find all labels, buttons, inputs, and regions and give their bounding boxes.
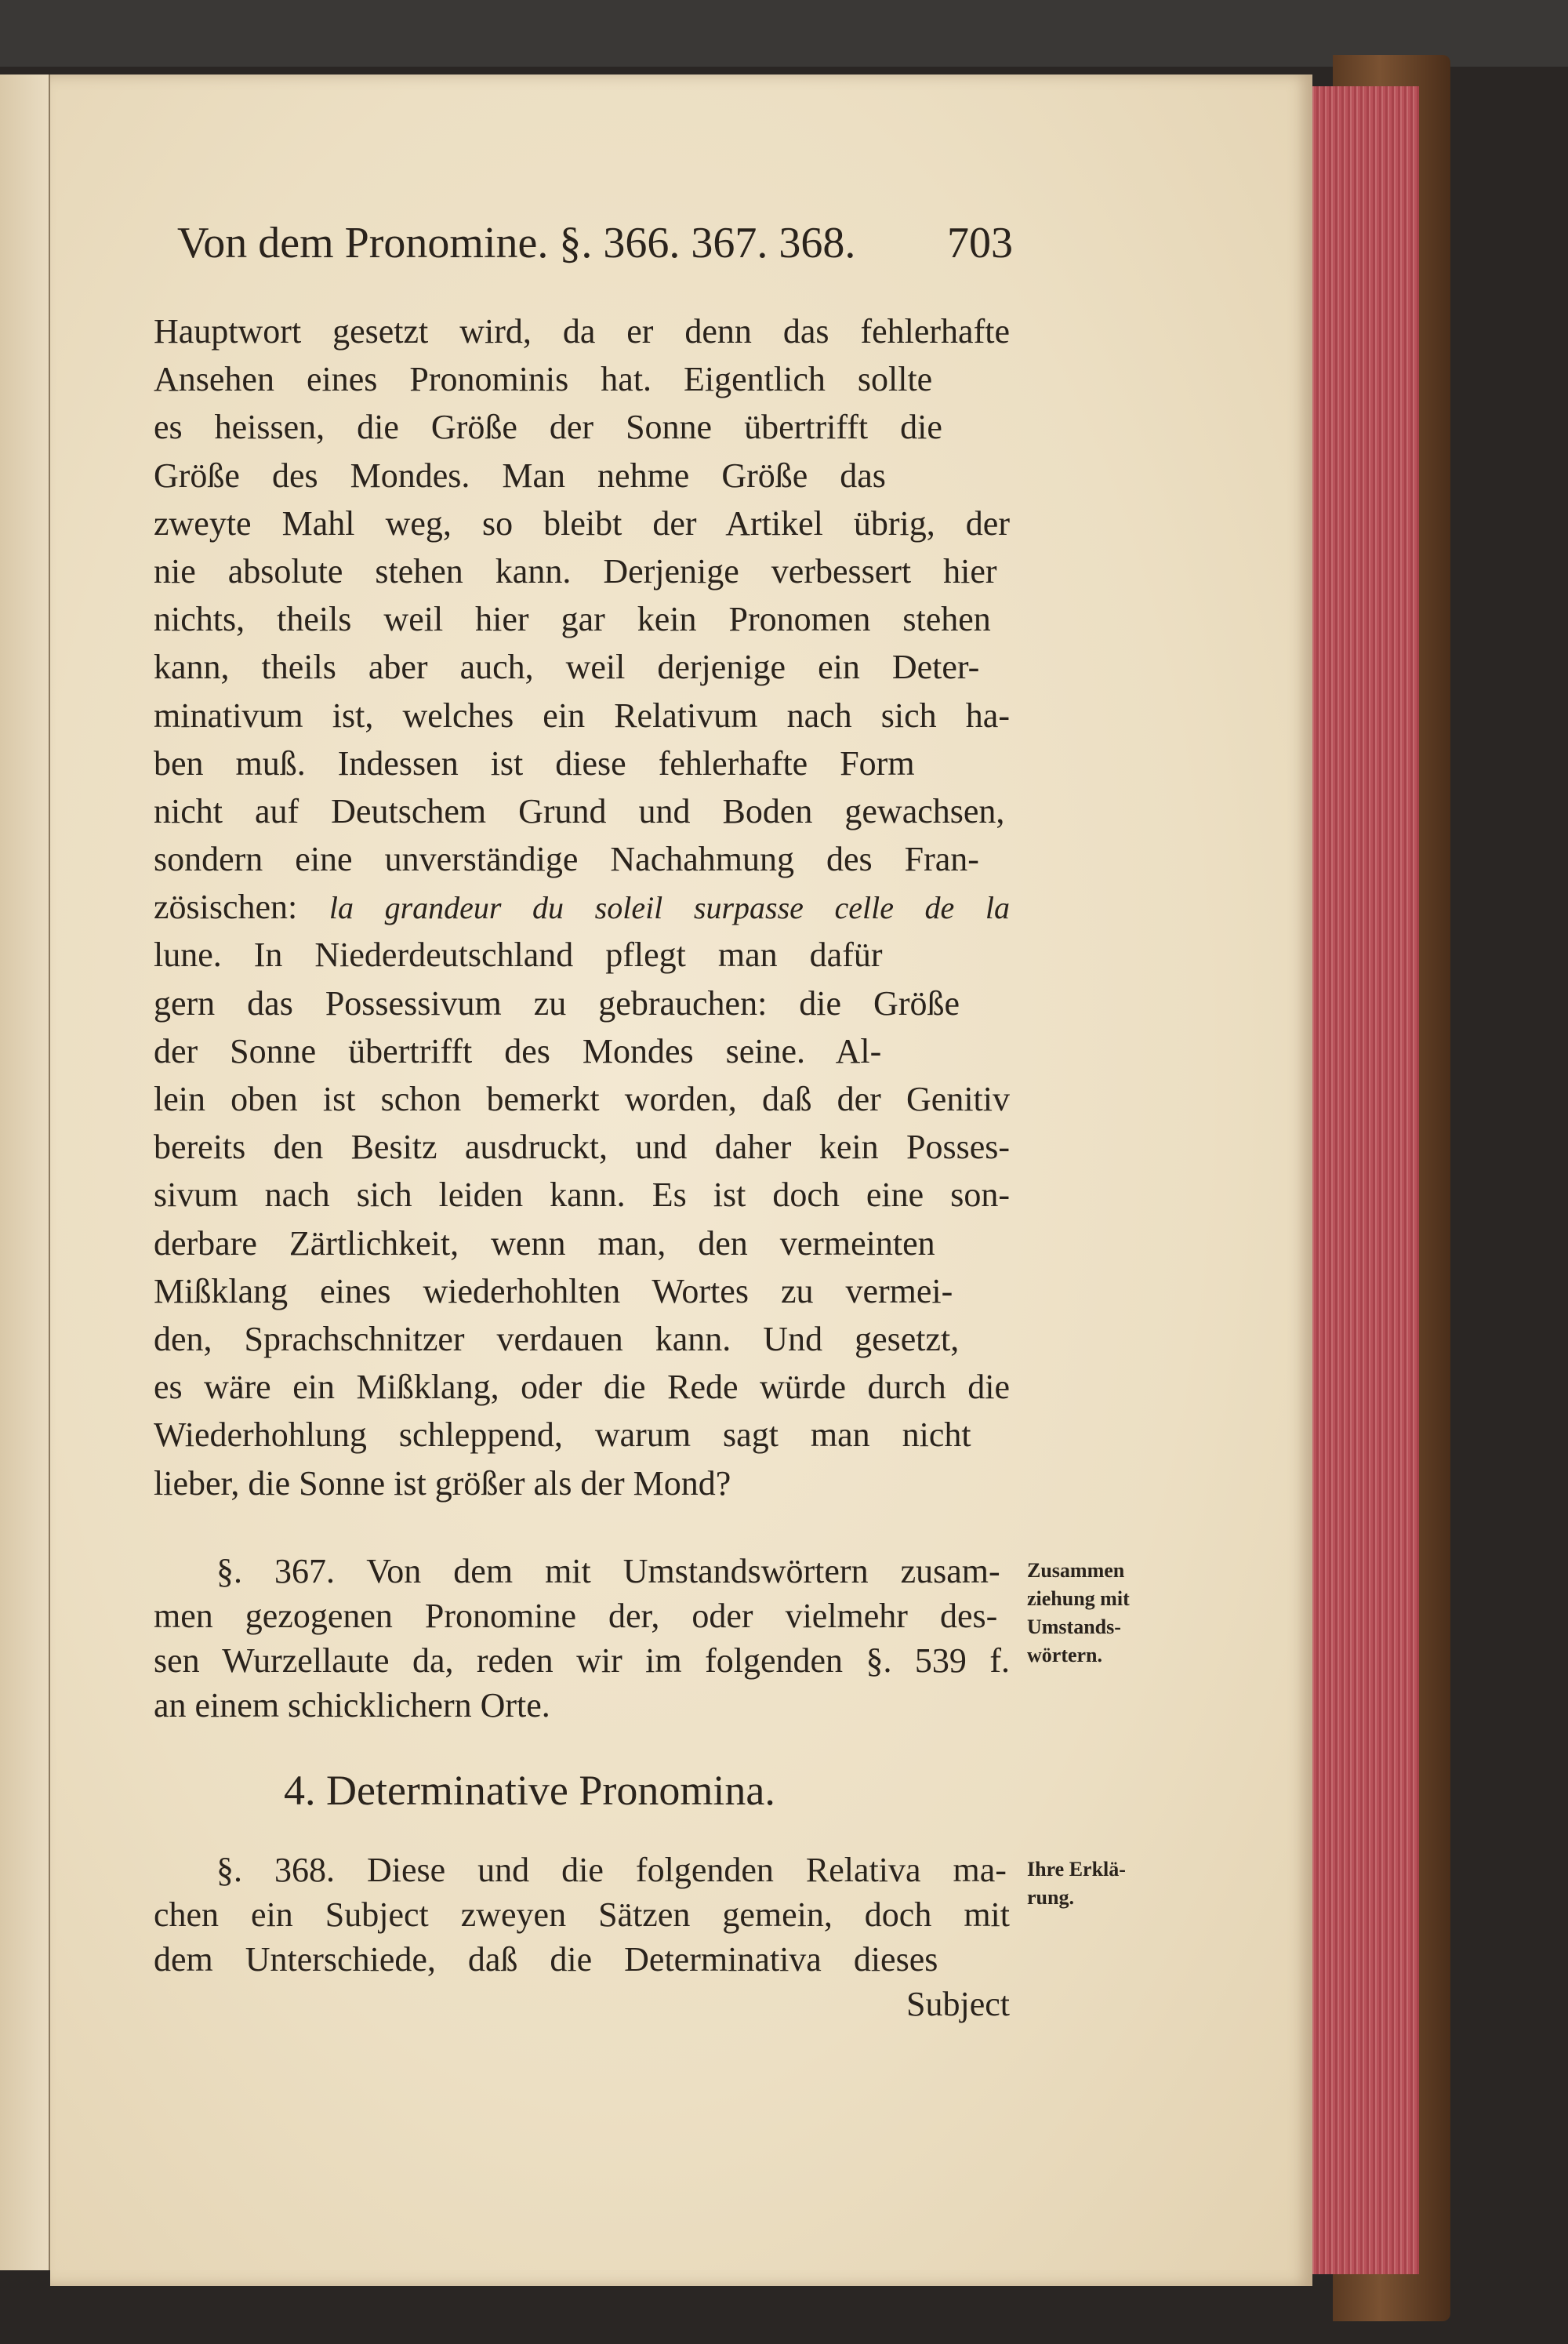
text-line bbox=[154, 1171, 1010, 1219]
text-line bbox=[154, 787, 1010, 835]
text-line bbox=[154, 1594, 1010, 1638]
line-text: nichts, theils weil hier gar kein Pronomen stehen bbox=[154, 600, 991, 639]
text-line bbox=[154, 452, 1010, 500]
french-quote: la grandeur du soleil surpasse celle de la bbox=[328, 890, 1010, 926]
page-edges bbox=[1301, 86, 1419, 2274]
page-number: 703 bbox=[947, 219, 1013, 267]
text-line bbox=[154, 1027, 1010, 1075]
text-line bbox=[154, 979, 1010, 1027]
text-line bbox=[154, 1638, 1010, 1683]
text-line bbox=[154, 1683, 1010, 1728]
header-title: Von dem Pronomine. §. 366. 367. 368. bbox=[177, 219, 856, 267]
line-text: Ansehen eines Pronominis hat. Eigentlich sollte bbox=[154, 360, 933, 399]
text-line bbox=[154, 1892, 1010, 1937]
line-text: sen Wurzellaute da, reden wir im folgenden §. 539 f. bbox=[154, 1641, 1010, 1680]
margin-note-line: Umstands- bbox=[1027, 1615, 1121, 1638]
line-text: minativum ist, welches ein Relativum nach sich ha- bbox=[154, 696, 1010, 735]
text-line bbox=[154, 355, 1010, 403]
catchword: Subject bbox=[906, 1985, 1010, 2023]
text-line bbox=[154, 1459, 1010, 1507]
line-text: kann, theils aber auch, weil derjenige ein Deter- bbox=[154, 648, 980, 687]
text-line bbox=[154, 1411, 1010, 1459]
line-text: ben muß. Indessen ist diese fehlerhafte Form bbox=[154, 743, 915, 783]
line-text: Wiederhohlung schleppend, warum sagt man nicht bbox=[154, 1415, 971, 1455]
line-text: Mißklang eines wiederhohlten Wortes zu vermei- bbox=[154, 1271, 953, 1310]
line-text: §. 368. Diese und die folgenden Relativa ma- bbox=[216, 1851, 1007, 1889]
line-text: zösischen: bbox=[154, 888, 298, 927]
line-text: lieber, die Sonne ist größer als der Mond? bbox=[154, 1463, 731, 1503]
text-line bbox=[154, 1315, 1010, 1363]
line-text: es wäre ein Mißklang, oder die Rede würde durch die bbox=[154, 1368, 1010, 1407]
text-line bbox=[154, 1123, 1010, 1171]
margin-note-line: rung. bbox=[1027, 1886, 1074, 1909]
text-line bbox=[154, 931, 1010, 979]
margin-note-line: ziehung mit bbox=[1027, 1587, 1130, 1610]
text-line bbox=[154, 1219, 1010, 1267]
line-text: lune. In Niederdeutschland pflegt man dafür bbox=[154, 936, 883, 975]
facing-page-edge bbox=[0, 74, 50, 2270]
line-text: sivum nach sich leiden kann. Es ist doch eine son- bbox=[154, 1176, 1010, 1215]
running-header bbox=[177, 212, 1013, 274]
line-text: chen ein Subject zweyen Sätzen gemein, doch mit bbox=[154, 1895, 1010, 1934]
text-line bbox=[154, 1075, 1010, 1123]
line-text: den, Sprachschnitzer verdauen kann. Und gesetzt, bbox=[154, 1319, 960, 1358]
text-line bbox=[154, 1363, 1010, 1411]
line-text: an einem schicklichern Orte. bbox=[154, 1686, 550, 1724]
line-text: es heissen, die Größe der Sonne übertrifft die bbox=[154, 408, 942, 447]
text-line bbox=[154, 500, 1010, 547]
text-line bbox=[154, 835, 1010, 883]
line-text: men gezogenen Pronomine der, oder vielmehr des- bbox=[154, 1597, 998, 1635]
line-text: der Sonne übertrifft des Mondes seine. Al- bbox=[154, 1031, 882, 1070]
line-text: §. 367. Von dem mit Umstandswörtern zusam- bbox=[216, 1552, 1000, 1590]
text-line bbox=[154, 307, 1010, 355]
line-text: gern das Possessivum zu gebrauchen: die Größe bbox=[154, 983, 960, 1023]
text-line bbox=[154, 1848, 1010, 1892]
line-text: Größe des Mondes. Man nehme Größe das bbox=[154, 456, 886, 495]
line-text: dem Unterschiede, daß die Determinativa dieses bbox=[154, 1940, 938, 1979]
margin-note-line: Zusammen bbox=[1027, 1559, 1125, 1582]
text-line bbox=[154, 643, 1010, 691]
text-line bbox=[154, 595, 1010, 643]
section-368 bbox=[154, 1848, 1010, 2026]
margin-note-line: wörtern. bbox=[1027, 1644, 1103, 1666]
line-text: Hauptwort gesetzt wird, da er denn das fehlerhafte bbox=[154, 312, 1010, 351]
text-line bbox=[154, 547, 1010, 595]
line-text: derbare Zärtlichkeit, wenn man, den vermeinten bbox=[154, 1223, 935, 1263]
section-heading: 4. Determinative Pronomina. bbox=[284, 1767, 775, 1814]
line-text: bereits den Besitz ausdruckt, und daher kein Posses- bbox=[154, 1128, 1010, 1167]
text-line bbox=[154, 403, 1010, 451]
margin-note-line: Ihre Erklä- bbox=[1027, 1858, 1126, 1881]
line-text: sondern eine unverständige Nachahmung des Fran- bbox=[154, 840, 979, 879]
margin-note-368 bbox=[1027, 1855, 1286, 1912]
section-367 bbox=[154, 1549, 1010, 1728]
text-line bbox=[154, 1549, 1010, 1594]
line-text: nicht auf Deutschem Grund und Boden gewachsen, bbox=[154, 791, 1005, 830]
text-line bbox=[154, 883, 1010, 931]
margin-note-367 bbox=[1027, 1557, 1286, 1670]
text-line bbox=[154, 740, 1010, 787]
line-text: nie absolute stehen kann. Derjenige verbessert hier bbox=[154, 551, 997, 591]
line-text: lein oben ist schon bemerkt worden, daß der Genitiv bbox=[154, 1080, 1010, 1118]
text-line bbox=[154, 692, 1010, 740]
line-text: zweyte Mahl weg, so bleibt der Artikel übrig, der bbox=[154, 503, 1010, 543]
body-paragraph bbox=[154, 307, 1010, 1507]
text-line bbox=[154, 1937, 1010, 1982]
text-line bbox=[154, 1267, 1010, 1315]
